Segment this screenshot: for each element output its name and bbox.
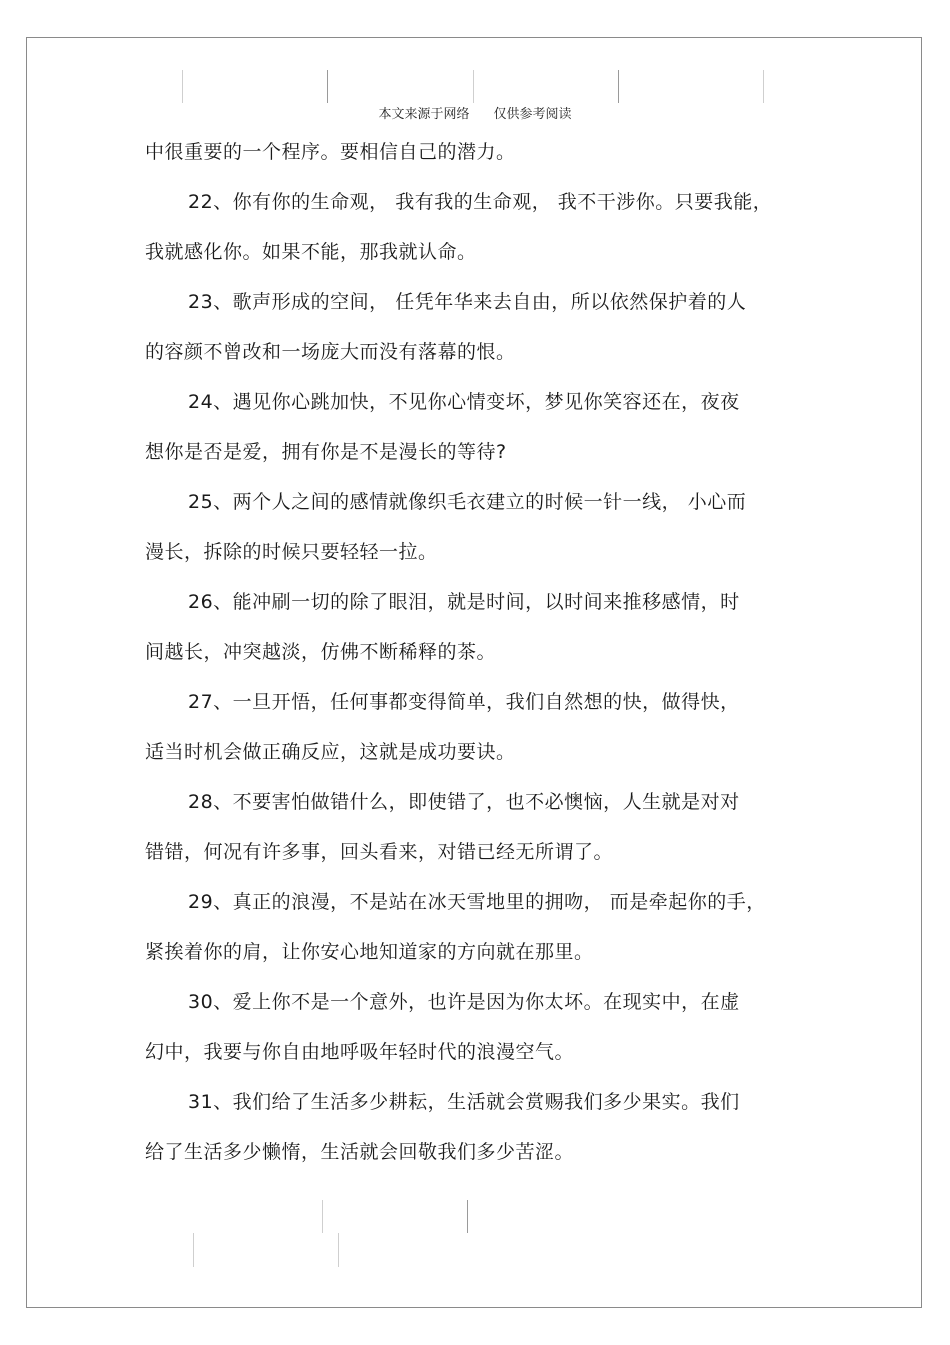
- header-note: [0, 103, 950, 122]
- paragraph-line: 27、一旦开悟，任何事都变得简单，我们自然想的快，做得快，: [188, 691, 740, 713]
- paragraph-line: 23、歌声形成的空间， 任凭年华来去自由，所以依然保护着的人: [188, 291, 747, 313]
- paragraph-line: 31、我们给了生活多少耕耘，生活就会赏赐我们多少果实。我们: [188, 1091, 740, 1113]
- footer-tick: [338, 1233, 339, 1267]
- header-tick: [763, 70, 764, 103]
- paragraph-line: 25、两个人之间的感情就像织毛衣建立的时候一针一线， 小心而: [188, 491, 747, 513]
- paragraph-line: 30、爱上你不是一个意外，也许是因为你太坏。在现实中，在虚: [188, 991, 740, 1013]
- footer-tick: [467, 1200, 468, 1233]
- header-tick: [327, 70, 328, 103]
- paragraph-line: 适当时机会做正确反应，这就是成功要诀。: [145, 741, 516, 763]
- header-tick: [473, 70, 474, 103]
- paragraph-line: 26、能冲刷一切的除了眼泪，就是时间，以时间来推移感情，时: [188, 591, 740, 613]
- paragraph-line: 的容颜不曾改和一场庞大而没有落幕的恨。: [145, 341, 516, 363]
- paragraph-line: 错错，何况有许多事，回头看来，对错已经无所谓了。: [145, 841, 614, 863]
- paragraph-line: 紧挨着你的肩，让你安心地知道家的方向就在那里。: [145, 941, 594, 963]
- footer-tick: [322, 1200, 323, 1233]
- paragraph-line: 我就感化你。如果不能，那我就认命。: [145, 241, 477, 263]
- paragraph-line: 29、真正的浪漫，不是站在冰天雪地里的拥吻， 而是牵起你的手，: [188, 891, 766, 913]
- header-reference-note: 仅供参考阅读: [493, 107, 572, 122]
- footer-tick: [193, 1233, 194, 1267]
- document-body: [145, 134, 810, 1184]
- paragraph-line: 想你是否是爱，拥有你是不是漫长的等待?: [145, 441, 507, 463]
- paragraph-line: 漫长，拆除的时候只要轻轻一拉。: [145, 541, 438, 563]
- paragraph-line: 22、你有你的生命观， 我有我的生命观， 我不干涉你。只要我能，: [188, 191, 773, 213]
- header-tick: [618, 70, 619, 103]
- header-source-note: 本文来源于网络: [378, 107, 470, 122]
- header-tick: [182, 70, 183, 103]
- paragraph-line: 24、遇见你心跳加快，不见你心情变坏，梦见你笑容还在，夜夜: [188, 391, 740, 413]
- paragraph-line: 28、不要害怕做错什么，即使错了，也不必懊恼，人生就是对对: [188, 791, 740, 813]
- paragraph-line: 给了生活多少懒惰，生活就会回敬我们多少苦涩。: [145, 1141, 575, 1163]
- paragraph-line: 间越长，冲突越淡，仿佛不断稀释的茶。: [145, 641, 497, 663]
- paragraph-line: 中很重要的一个程序。要相信自己的潜力。: [145, 141, 516, 163]
- paragraph-line: 幻中，我要与你自由地呼吸年轻时代的浪漫空气。: [145, 1041, 575, 1063]
